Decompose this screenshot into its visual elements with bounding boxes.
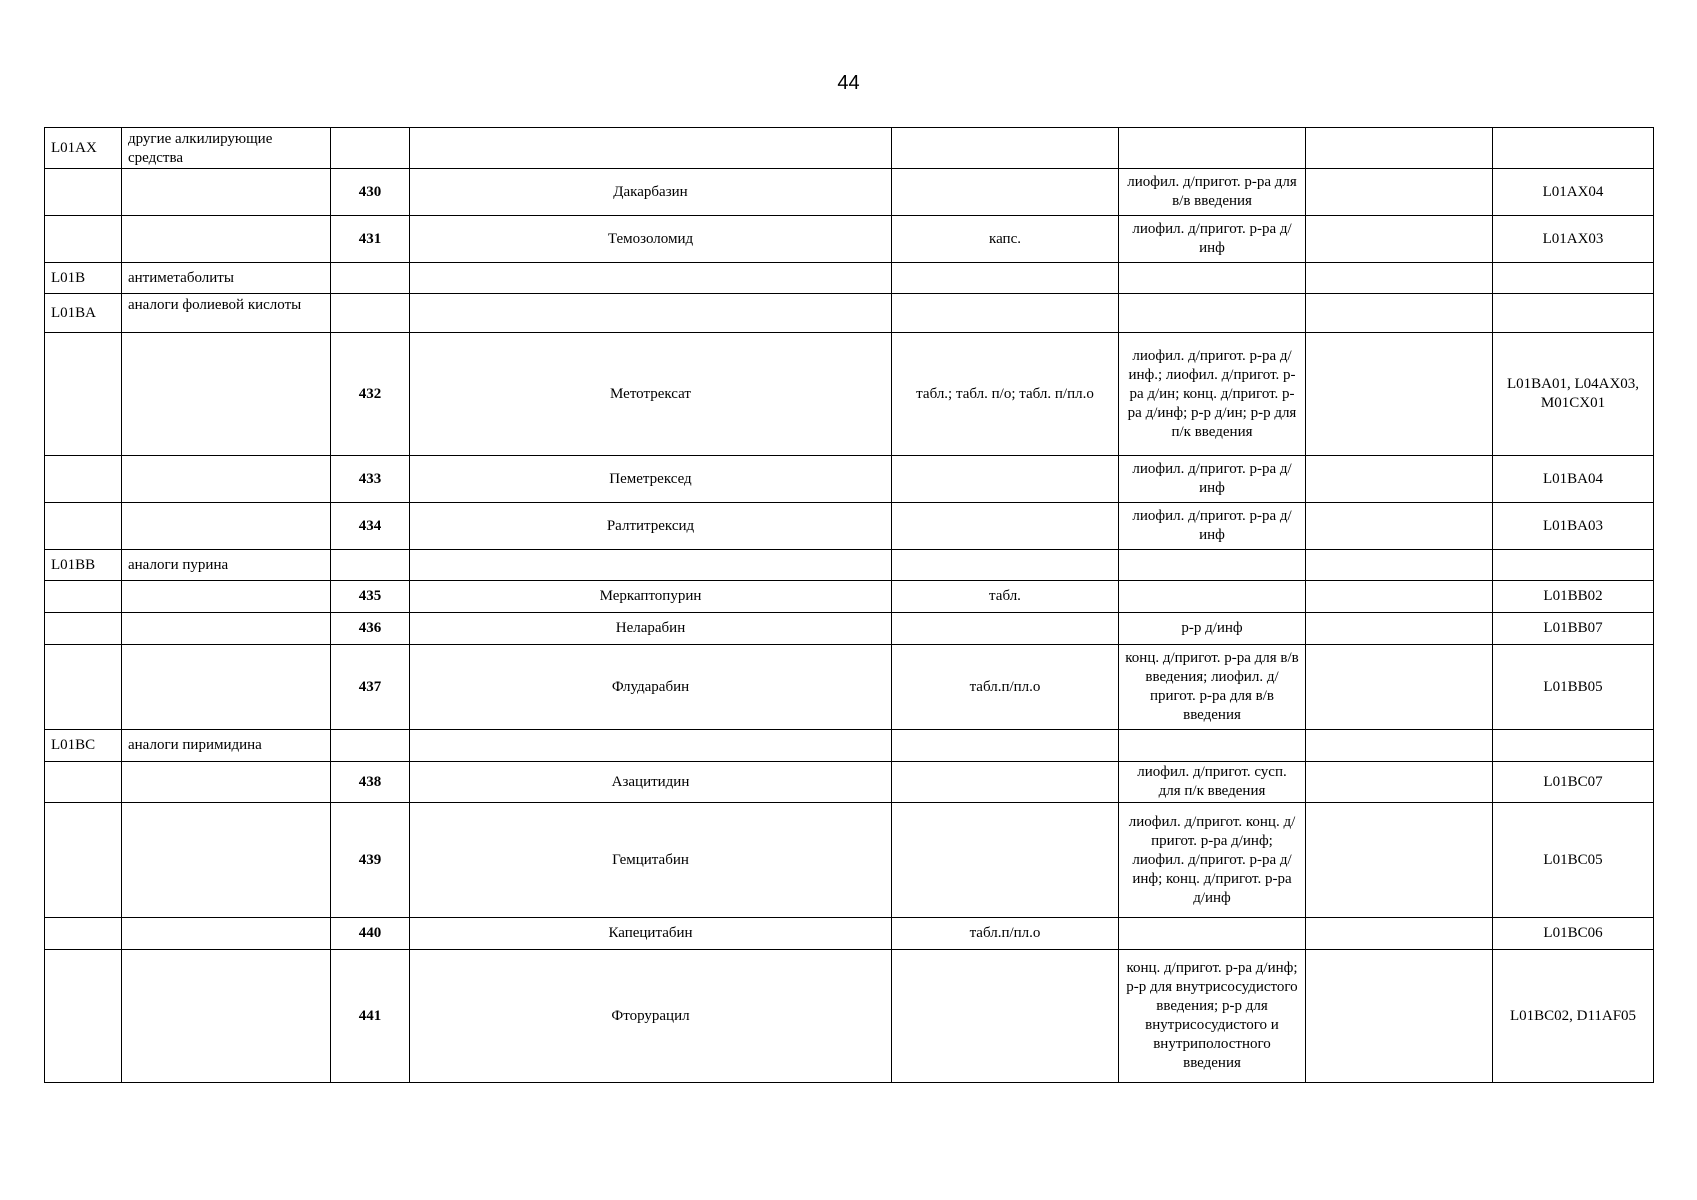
row-group-name: аналоги пурина [122, 550, 331, 581]
row-oral-form [892, 263, 1119, 294]
row-number: 435 [331, 581, 410, 613]
table-row [45, 294, 1654, 333]
row-atc-code: L01BA03 [1493, 503, 1654, 550]
row-oral-form: табл.п/пл.о [892, 918, 1119, 950]
row-extra [1306, 456, 1493, 503]
row-number [331, 550, 410, 581]
row-oral-form [892, 730, 1119, 762]
row-extra [1306, 216, 1493, 263]
row-drug-name: Неларабин [410, 613, 892, 645]
row-atc-code [1493, 294, 1654, 333]
row-oral-form: табл. [892, 581, 1119, 613]
row-oral-form: табл.п/пл.о [892, 645, 1119, 730]
row-group-name: аналоги фолиевой кислоты [122, 294, 331, 333]
row-drug-name [410, 730, 892, 762]
table-row [45, 762, 1654, 803]
row-drug-name [410, 263, 892, 294]
row-atc-code: L01AX04 [1493, 169, 1654, 216]
table-row [45, 645, 1654, 730]
row-oral-form [892, 762, 1119, 803]
row-drug-name: Меркаптопурин [410, 581, 892, 613]
table-row [45, 216, 1654, 263]
row-drug-name: Гемцитабин [410, 803, 892, 918]
row-atc-group-code: L01B [45, 263, 122, 294]
table-body [45, 128, 1654, 1083]
row-group-name [122, 950, 331, 1083]
row-number [331, 730, 410, 762]
row-drug-name: Темозоломид [410, 216, 892, 263]
row-extra [1306, 730, 1493, 762]
row-injectable-form: лиофил. д/пригот. конц. д/пригот. р-ра д/инф; лиофил. д/пригот. р-ра д/инф; конц. д/пригот. р-ра д/инф [1119, 803, 1306, 918]
row-injectable-form: лиофил. д/пригот. р-ра для в/в введения [1119, 169, 1306, 216]
row-atc-group-code [45, 456, 122, 503]
row-atc-code [1493, 730, 1654, 762]
row-atc-code: L01BC02, D11AF05 [1493, 950, 1654, 1083]
row-atc-code [1493, 550, 1654, 581]
row-atc-group-code: L01BB [45, 550, 122, 581]
table-row [45, 263, 1654, 294]
row-drug-name: Ралтитрексид [410, 503, 892, 550]
row-oral-form [892, 456, 1119, 503]
row-number: 436 [331, 613, 410, 645]
row-injectable-form [1119, 263, 1306, 294]
row-atc-group-code [45, 503, 122, 550]
row-group-name [122, 581, 331, 613]
row-extra [1306, 918, 1493, 950]
row-drug-name: Дакарбазин [410, 169, 892, 216]
row-number: 438 [331, 762, 410, 803]
row-atc-group-code [45, 918, 122, 950]
table-row [45, 169, 1654, 216]
row-group-name [122, 645, 331, 730]
row-extra [1306, 263, 1493, 294]
row-atc-code: L01BC05 [1493, 803, 1654, 918]
row-injectable-form: лиофил. д/пригот. р-ра д/инф.; лиофил. д/пригот. р-ра д/ин; конц. д/пригот. р-ра д/инф; р-р д/ин; р-р для п/к введения [1119, 333, 1306, 456]
row-injectable-form: лиофил. д/пригот. сусп. для п/к введения [1119, 762, 1306, 803]
row-extra [1306, 645, 1493, 730]
row-number: 432 [331, 333, 410, 456]
row-injectable-form [1119, 294, 1306, 333]
table-row [45, 918, 1654, 950]
row-atc-group-code [45, 333, 122, 456]
row-injectable-form: конц. д/пригот. р-ра для в/в введения; лиофил. д/пригот. р-ра для в/в введения [1119, 645, 1306, 730]
row-oral-form [892, 503, 1119, 550]
row-drug-name [410, 550, 892, 581]
table-row [45, 128, 1654, 169]
row-extra [1306, 294, 1493, 333]
row-oral-form [892, 950, 1119, 1083]
row-atc-group-code: L01BC [45, 730, 122, 762]
drug-table [44, 127, 1654, 1083]
row-extra [1306, 613, 1493, 645]
row-group-name [122, 333, 331, 456]
row-atc-code: L01BA04 [1493, 456, 1654, 503]
row-atc-group-code [45, 950, 122, 1083]
row-extra [1306, 333, 1493, 456]
row-drug-name [410, 128, 892, 169]
row-injectable-form: лиофил. д/пригот. р-ра д/инф [1119, 216, 1306, 263]
row-injectable-form [1119, 128, 1306, 169]
row-group-name [122, 762, 331, 803]
table-row [45, 803, 1654, 918]
row-number: 439 [331, 803, 410, 918]
row-oral-form [892, 128, 1119, 169]
row-injectable-form: лиофил. д/пригот. р-ра д/инф [1119, 503, 1306, 550]
row-oral-form: табл.; табл. п/о; табл. п/пл.о [892, 333, 1119, 456]
row-extra [1306, 503, 1493, 550]
row-group-name [122, 503, 331, 550]
table-row [45, 581, 1654, 613]
row-atc-group-code [45, 803, 122, 918]
row-atc-code [1493, 128, 1654, 169]
row-drug-name: Азацитидин [410, 762, 892, 803]
row-atc-group-code: L01AX [45, 128, 122, 169]
row-number: 437 [331, 645, 410, 730]
row-group-name [122, 918, 331, 950]
row-number: 433 [331, 456, 410, 503]
row-number: 440 [331, 918, 410, 950]
row-oral-form: капс. [892, 216, 1119, 263]
row-extra [1306, 169, 1493, 216]
row-injectable-form: р-р д/инф [1119, 613, 1306, 645]
row-number [331, 263, 410, 294]
row-injectable-form: конц. д/пригот. р-ра д/инф; р-р для внутрисосудистого введения; р-р для внутрисосудистого и внутриполостного введения [1119, 950, 1306, 1083]
table-row [45, 550, 1654, 581]
row-group-name [122, 216, 331, 263]
row-atc-code: L01BB02 [1493, 581, 1654, 613]
row-number: 434 [331, 503, 410, 550]
row-oral-form [892, 803, 1119, 918]
table-row [45, 730, 1654, 762]
row-atc-code [1493, 263, 1654, 294]
row-oral-form [892, 550, 1119, 581]
row-atc-code: L01BC07 [1493, 762, 1654, 803]
row-drug-name [410, 294, 892, 333]
table-row [45, 333, 1654, 456]
row-group-name: антиметаболиты [122, 263, 331, 294]
row-group-name [122, 169, 331, 216]
row-atc-group-code [45, 613, 122, 645]
row-extra [1306, 803, 1493, 918]
row-group-name [122, 613, 331, 645]
row-injectable-form: лиофил. д/пригот. р-ра д/инф [1119, 456, 1306, 503]
row-atc-group-code [45, 169, 122, 216]
row-injectable-form [1119, 550, 1306, 581]
row-drug-name: Пеметрексед [410, 456, 892, 503]
row-injectable-form [1119, 730, 1306, 762]
table-row [45, 456, 1654, 503]
row-group-name: другие алкилирующие средства [122, 128, 331, 169]
row-atc-code: L01BC06 [1493, 918, 1654, 950]
row-atc-group-code: L01BA [45, 294, 122, 333]
row-number: 441 [331, 950, 410, 1083]
row-injectable-form [1119, 581, 1306, 613]
row-extra [1306, 550, 1493, 581]
row-oral-form [892, 169, 1119, 216]
row-group-name [122, 456, 331, 503]
row-atc-code: L01AX03 [1493, 216, 1654, 263]
table-row [45, 950, 1654, 1083]
row-extra [1306, 762, 1493, 803]
row-group-name [122, 803, 331, 918]
row-atc-group-code [45, 216, 122, 263]
row-atc-group-code [45, 762, 122, 803]
row-drug-name: Капецитабин [410, 918, 892, 950]
table-row [45, 613, 1654, 645]
row-group-name: аналоги пиримидина [122, 730, 331, 762]
row-atc-code: L01BA01, L04AX03, M01CX01 [1493, 333, 1654, 456]
row-extra [1306, 128, 1493, 169]
row-extra [1306, 950, 1493, 1083]
row-atc-group-code [45, 645, 122, 730]
row-number: 430 [331, 169, 410, 216]
row-number [331, 128, 410, 169]
row-oral-form [892, 613, 1119, 645]
row-drug-name: Флударабин [410, 645, 892, 730]
row-drug-name: Фторурацил [410, 950, 892, 1083]
table-row [45, 503, 1654, 550]
row-drug-name: Метотрексат [410, 333, 892, 456]
row-atc-code: L01BB05 [1493, 645, 1654, 730]
row-atc-group-code [45, 581, 122, 613]
row-number: 431 [331, 216, 410, 263]
page-number: 44 [837, 72, 860, 94]
row-injectable-form [1119, 918, 1306, 950]
row-oral-form [892, 294, 1119, 333]
row-atc-code: L01BB07 [1493, 613, 1654, 645]
row-extra [1306, 581, 1493, 613]
row-number [331, 294, 410, 333]
